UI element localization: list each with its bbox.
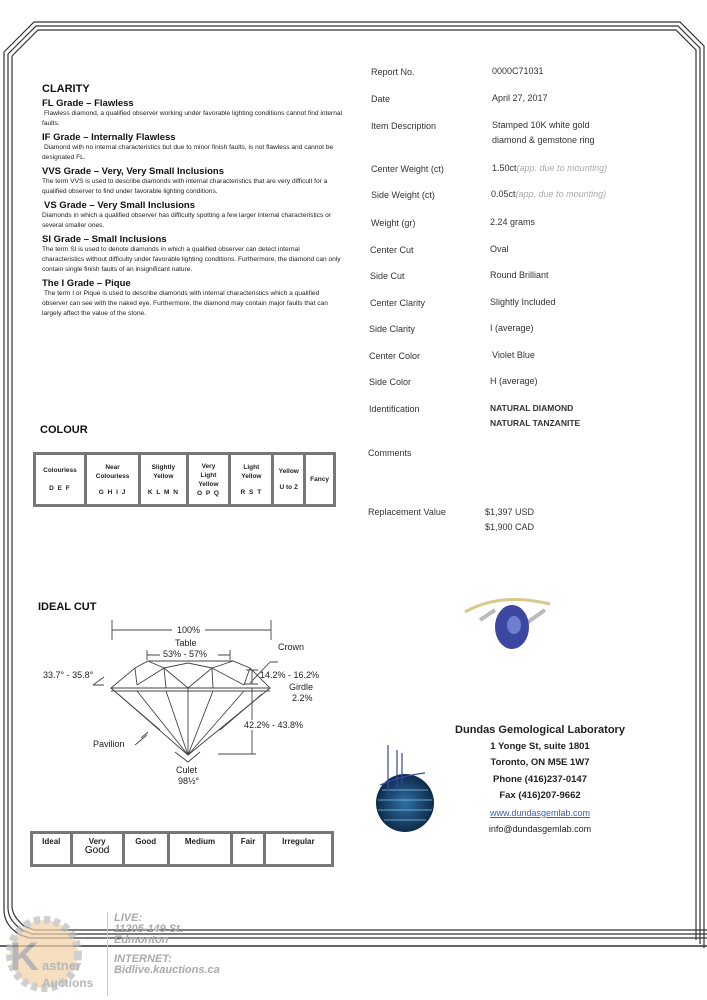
- field-value: 2.24 grams: [490, 217, 536, 227]
- lab-website-link[interactable]: www.dundasgemlab.com: [489, 807, 591, 818]
- colour-cell: Near Colourless G H I J: [87, 455, 138, 504]
- field-label: Center Cut: [370, 245, 414, 255]
- cut-grade-cell: Good: [125, 834, 167, 864]
- ideal-cut-title: IDEAL CUT: [38, 601, 97, 613]
- width-label: 100%: [177, 625, 201, 635]
- field-value: Oval: [490, 244, 509, 254]
- cut-grade-cell: Fair: [233, 834, 262, 864]
- clarity-title: CLARITY: [42, 83, 90, 95]
- colour-cell: Very Light Yellow O P Q: [189, 455, 229, 504]
- field-value: 1.50ct(app. due to mounting): [492, 163, 608, 173]
- field-value: 0000C71031: [492, 66, 544, 76]
- crown-height-label: 14.2% - 16.2%: [260, 670, 320, 680]
- culet-label: Culet: [176, 765, 198, 775]
- colour-title: COLOUR: [40, 424, 88, 436]
- field-label: Center Weight (ct): [371, 164, 444, 174]
- watermark-text: LIVE: 11205-149 St. Edmonton INTERNET: Bidlive.kauctions.ca: [114, 912, 220, 976]
- grade-heading: FL Grade – Flawless: [42, 98, 134, 109]
- crown-label: Crown: [278, 642, 305, 652]
- grade-heading: The I Grade – Pique: [42, 278, 131, 289]
- field-label: Report No.: [371, 67, 415, 77]
- pavilion-depth-label: 42.2% - 43.8%: [244, 720, 304, 730]
- field-label: Side Weight (ct): [371, 190, 435, 200]
- colour-cell: Light Yellow R S T: [231, 455, 271, 504]
- cut-grade-cell: Medium: [170, 834, 231, 864]
- grade-text: Flawless diamond, a qualified observer working under favorable lighting conditions cannot find internal faults.: [42, 110, 342, 127]
- field-label: Side Cut: [370, 271, 405, 281]
- table-label: Table: [175, 638, 197, 648]
- cut-grade-cell: Very Good: [73, 834, 122, 864]
- field-label: Identification: [369, 404, 420, 414]
- girdle-label: Girdle: [289, 682, 314, 692]
- grade-text: The term VVS is used to describe diamonds with internal characteristics that are very difficult for a qualified observer to find under favorable lighting conditions.: [42, 178, 328, 195]
- svg-text:Auctions: Auctions: [42, 976, 94, 990]
- field-value: I (average): [490, 323, 534, 333]
- culet-angle-label: 98½°: [178, 776, 200, 786]
- colour-cell: Slightly Yellow K L M N: [141, 455, 185, 504]
- field-label: Center Clarity: [370, 298, 426, 308]
- grade-text: The term I or Pique is used to describe diamonds with internal characteristics which a qualified observer can see with the naked eye. Furthermore, the diamond may contain major faults that can largely affect the value of the stone.: [42, 290, 328, 317]
- girdle-value: 2.2%: [292, 693, 313, 703]
- cut-grade-cell: Irregular: [266, 834, 331, 864]
- lab-fax: Fax (416)207-9662: [499, 790, 581, 801]
- watermark-divider: [107, 912, 108, 996]
- ring-photo: [460, 592, 560, 662]
- cut-grade-table: [30, 831, 334, 867]
- field-label: Side Clarity: [369, 324, 416, 334]
- field-value: Slightly Included: [490, 297, 556, 307]
- field-label: Weight (gr): [371, 218, 416, 228]
- colour-cell: Colourless D E F: [36, 455, 84, 504]
- grade-text: Diamond with no internal characteristics but due to minor finish faults, is not flawless and cannot be designated FL.: [42, 144, 334, 161]
- grade-heading: IF Grade – Internally Flawless: [42, 132, 176, 143]
- field-label: Comments: [368, 448, 412, 458]
- grade-heading: VS Grade – Very Small Inclusions: [44, 200, 196, 211]
- field-value: Violet Blue: [492, 350, 535, 360]
- lab-info: [410, 722, 670, 838]
- colour-cell: Fancy: [306, 455, 333, 504]
- field-label: Date: [371, 94, 391, 104]
- field-value: $1,397 USD $1,900 CAD: [485, 507, 535, 532]
- svg-text:astner: astner: [42, 958, 82, 973]
- field-value: NATURAL DIAMOND NATURAL TANZANITE: [490, 403, 581, 428]
- kastner-auctions-logo: [4, 912, 104, 992]
- lab-city: Toronto, ON M5E 1W7: [490, 757, 590, 768]
- lab-address: 1 Yonge St, suite 1801: [490, 740, 590, 752]
- pavilion-label: Pavilion: [93, 739, 125, 749]
- lab-name: Dundas Gemological Laboratory: [455, 724, 625, 736]
- field-label: Center Color: [369, 351, 421, 361]
- crown-angle-label: 33.7° - 35.8°: [43, 670, 94, 680]
- field-label: Replacement Value: [368, 507, 446, 517]
- field-value: Stamped 10K white gold diamond & gemstone ring: [492, 120, 595, 145]
- field-label: Side Color: [369, 377, 412, 387]
- grade-text: Diamonds in which a qualified observer has difficulty spotting a few larger internal characteristics or several smaller ones.: [42, 212, 332, 229]
- cut-grade-cell: Ideal: [33, 834, 70, 864]
- grade-heading: VVS Grade – Very, Very Small Inclusions: [42, 166, 224, 177]
- field-value: 0.05ct(app. due to mounting): [491, 189, 607, 199]
- colour-cell: Yellow U to Z: [274, 455, 303, 504]
- hologram-seal: [370, 745, 440, 835]
- table-range-label: 53% - 57%: [163, 649, 208, 659]
- grade-heading: SI Grade – Small Inclusions: [42, 234, 167, 245]
- grade-text: The term SI is used to denote diamonds in which a qualified observer can detect internal characteristics without difficulty under favorable lighting conditions. Furthermore, the diamond can only contain single finish faults of an insignificant nature.: [42, 246, 341, 273]
- field-value: April 27, 2017: [492, 93, 548, 103]
- field-label: Item Description: [371, 121, 437, 131]
- lab-email: info@dundasgemlab.com: [488, 824, 592, 834]
- field-value: Round Brilliant: [490, 270, 549, 280]
- field-value: H (average): [490, 376, 538, 386]
- handwritten-mark: Good: [84, 845, 110, 856]
- svg-text:K: K: [10, 935, 39, 979]
- lab-phone: Phone (416)237-0147: [493, 773, 587, 785]
